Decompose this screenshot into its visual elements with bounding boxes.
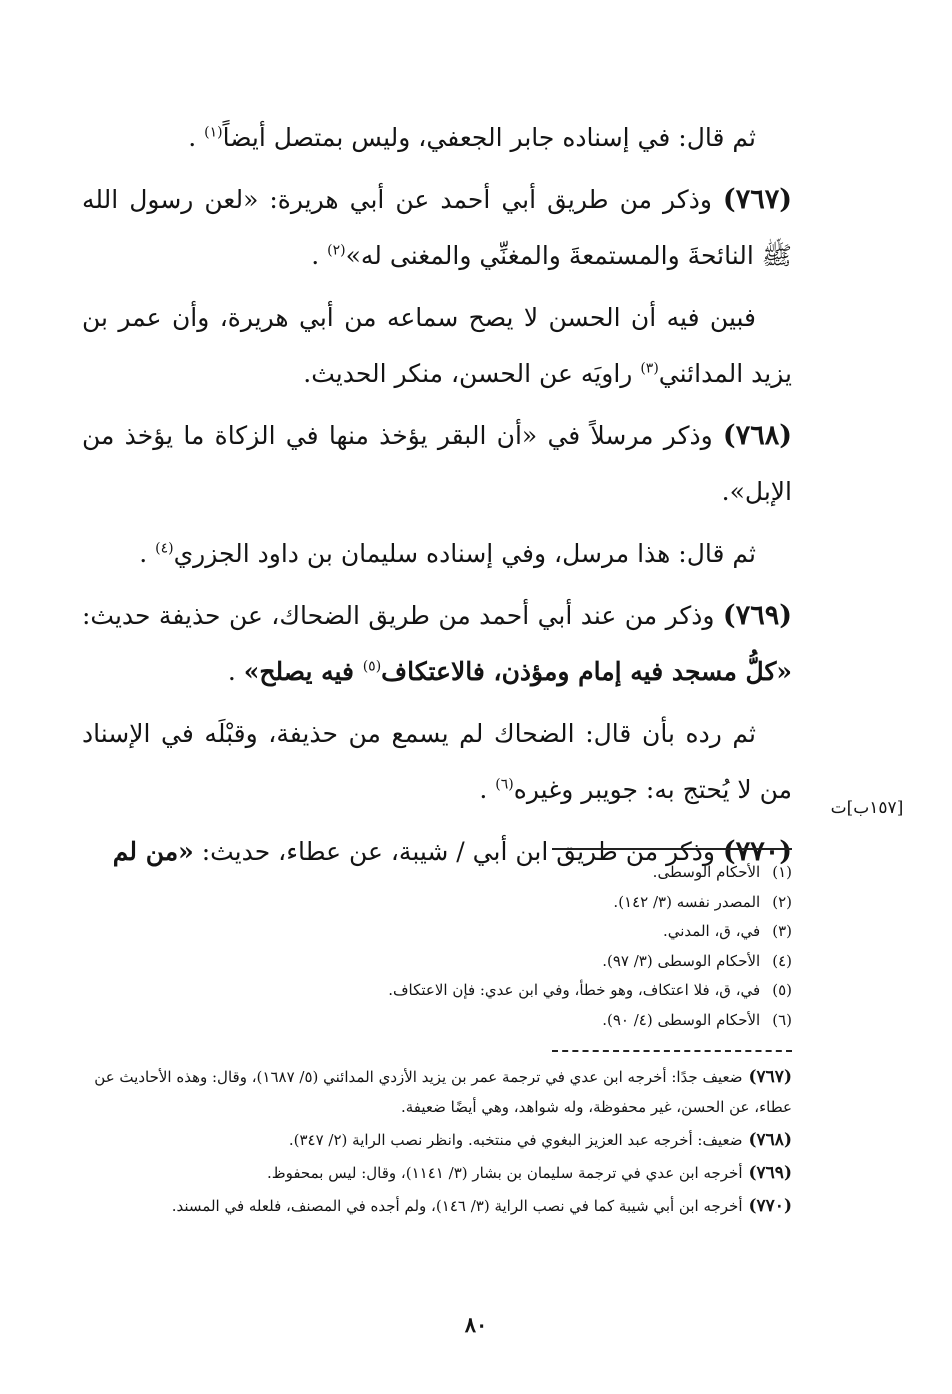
footnote-divider bbox=[552, 848, 792, 850]
footnote-text: الأحكام الوسطى (٤/ ٩٠). bbox=[602, 1010, 761, 1029]
footnote-number: (٢) bbox=[772, 892, 792, 911]
footnote-ref-3[interactable]: (٣) bbox=[640, 360, 659, 377]
hadith-number: (٧٦٩) bbox=[722, 600, 792, 631]
footnote-1 bbox=[82, 858, 792, 888]
takhrij-number: (٧٦٨) bbox=[748, 1130, 792, 1150]
paragraph-text-end: راويَه عن الحسن، منكر الحديث. bbox=[303, 359, 641, 388]
paragraph-text: وذكر من عند أبي أحمد من طريق الضحاك، عن حذيفة حديث: bbox=[82, 601, 723, 630]
footnote-ref-5[interactable]: (٥) bbox=[362, 658, 382, 675]
hadith-number: (٧٧٠) bbox=[722, 836, 792, 867]
takhrij-number: (٧٧٠) bbox=[748, 1196, 792, 1216]
paragraph-text: وذكر من طريق ابن أبي / شيبة، عن عطاء، حديث: bbox=[193, 837, 723, 866]
footnote-number: (٦) bbox=[772, 1010, 792, 1029]
hadith-matn: «كلُّ مسجد فيه إمام ومؤذن، فالاعتكاف bbox=[381, 657, 792, 686]
footnote-ref-6[interactable]: (٦) bbox=[495, 776, 514, 793]
paragraph-hadith-768 bbox=[82, 408, 792, 520]
takhrij-770 bbox=[82, 1191, 792, 1221]
paragraph-text-end: . bbox=[188, 123, 205, 152]
takhrij-767 bbox=[82, 1062, 792, 1122]
takhrij-divider bbox=[552, 1050, 792, 1052]
takhrij-text: ضعيف جدًا: أخرجه ابن عدي في ترجمة عمر بن يزيد الأزدي المدائني (٥/ ١٦٨٧)، وقال: وهذه الأحاديث عن عطاء، عن الحسن، غير محفوظة، وله شواهد، وهي أيضًا ضعيفة. bbox=[94, 1068, 792, 1116]
paragraph-hadith-769 bbox=[82, 588, 792, 700]
footnote-text: في، ق، المدني. bbox=[662, 922, 761, 940]
paragraph-text: ثم قال: في إسناده جابر الجعفي، وليس بمتصل أيضاً bbox=[222, 123, 756, 152]
paragraph-text: وذكر مرسلاً في «أن البقر يؤخذ منها في الزكاة ما يؤخذ من الإبل». bbox=[82, 421, 792, 506]
footnote-3 bbox=[82, 917, 792, 947]
paragraph-text-end: . bbox=[479, 775, 496, 804]
footnote-2 bbox=[82, 888, 792, 918]
footnote-number: (٣) bbox=[772, 922, 792, 940]
manuscript-folio-marker: [١٥٧ب]ت bbox=[830, 798, 904, 818]
paragraph-5 bbox=[82, 526, 792, 582]
footnote-text: في، ق، فلا اعتكاف، وهو خطأ، وفي ابن عدي: فإن الاعتكاف. bbox=[388, 981, 761, 999]
paragraph-text-end: . bbox=[311, 241, 328, 270]
footnote-ref-1[interactable]: (١) bbox=[204, 124, 223, 141]
paragraph-text: ثم قال: هذا مرسل، وفي إسناده سليمان بن داود الجزري bbox=[173, 539, 756, 568]
paragraph-text-end: . bbox=[139, 539, 156, 568]
takhrij-text: ضعيف: أخرجه عبد العزيز البغوي في منتخبه. وانظر نصب الراية (٢/ ٣٤٧). bbox=[288, 1131, 743, 1149]
footnote-4 bbox=[82, 947, 792, 977]
hadith-number: (٧٦٨) bbox=[722, 420, 792, 451]
paragraph-text: ثم رده بأن قال: الضحاك لم يسمع من حذيفة، وقبْلَه في الإسناد من لا يُحتج به: جويبر وغيره bbox=[82, 719, 792, 804]
hadith-number: (٧٦٧) bbox=[722, 184, 792, 215]
footnote-ref-4[interactable]: (٤) bbox=[155, 540, 174, 557]
hadith-matn: «من لم bbox=[112, 837, 194, 866]
paragraph-hadith-767 bbox=[82, 172, 792, 284]
takhrij-768 bbox=[82, 1125, 792, 1155]
paragraph-7 bbox=[82, 706, 792, 818]
footnote-ref-2[interactable]: (٢) bbox=[327, 242, 346, 259]
footnote-text: الأحكام الوسطى (٣/ ٩٧). bbox=[602, 951, 761, 970]
paragraph-text-end: . bbox=[227, 657, 244, 686]
footnote-number: (٤) bbox=[772, 951, 792, 970]
paragraph-text: فبين فيه أن الحسن لا يصح سماعه من أبي هريرة، وأن عمر بن يزيد المدائني bbox=[82, 303, 792, 388]
footnote-text: الأحكام الوسطى. bbox=[652, 863, 761, 881]
paragraph-text: وذكر من طريق أبي أحمد عن أبي هريرة: «لعن رسول الله ﷺ النائحةَ والمستمعةَ والمغنِّي والمغنى له» bbox=[82, 185, 792, 270]
takhrij-number: (٧٦٧) bbox=[748, 1067, 792, 1087]
footnotes bbox=[82, 858, 792, 1035]
takhrij-notes bbox=[82, 1062, 792, 1224]
paragraph-1 bbox=[82, 110, 792, 166]
footnote-number: (١) bbox=[772, 863, 792, 881]
footnote-number: (٥) bbox=[772, 981, 792, 999]
page-number: ٨٠ bbox=[464, 1312, 488, 1337]
footnote-text: المصدر نفسه (٣/ ١٤٢). bbox=[613, 892, 761, 911]
main-text bbox=[82, 110, 792, 886]
takhrij-text: أخرجه ابن أبي شيبة كما في نصب الراية (٣/ ١٤٦)، ولم أجده في المصنف، فلعله في المسند. bbox=[171, 1197, 743, 1215]
hadith-matn-end: فيه يصلح» bbox=[243, 657, 363, 686]
paragraph-3 bbox=[82, 290, 792, 402]
takhrij-text: أخرجه ابن عدي في ترجمة سليمان بن بشار (٣/ ١١٤١)، وقال: ليس بمحفوظ. bbox=[266, 1164, 743, 1182]
footnote-6 bbox=[82, 1006, 792, 1036]
footnote-5 bbox=[82, 976, 792, 1006]
takhrij-number: (٧٦٩) bbox=[748, 1163, 792, 1183]
takhrij-769 bbox=[82, 1158, 792, 1188]
